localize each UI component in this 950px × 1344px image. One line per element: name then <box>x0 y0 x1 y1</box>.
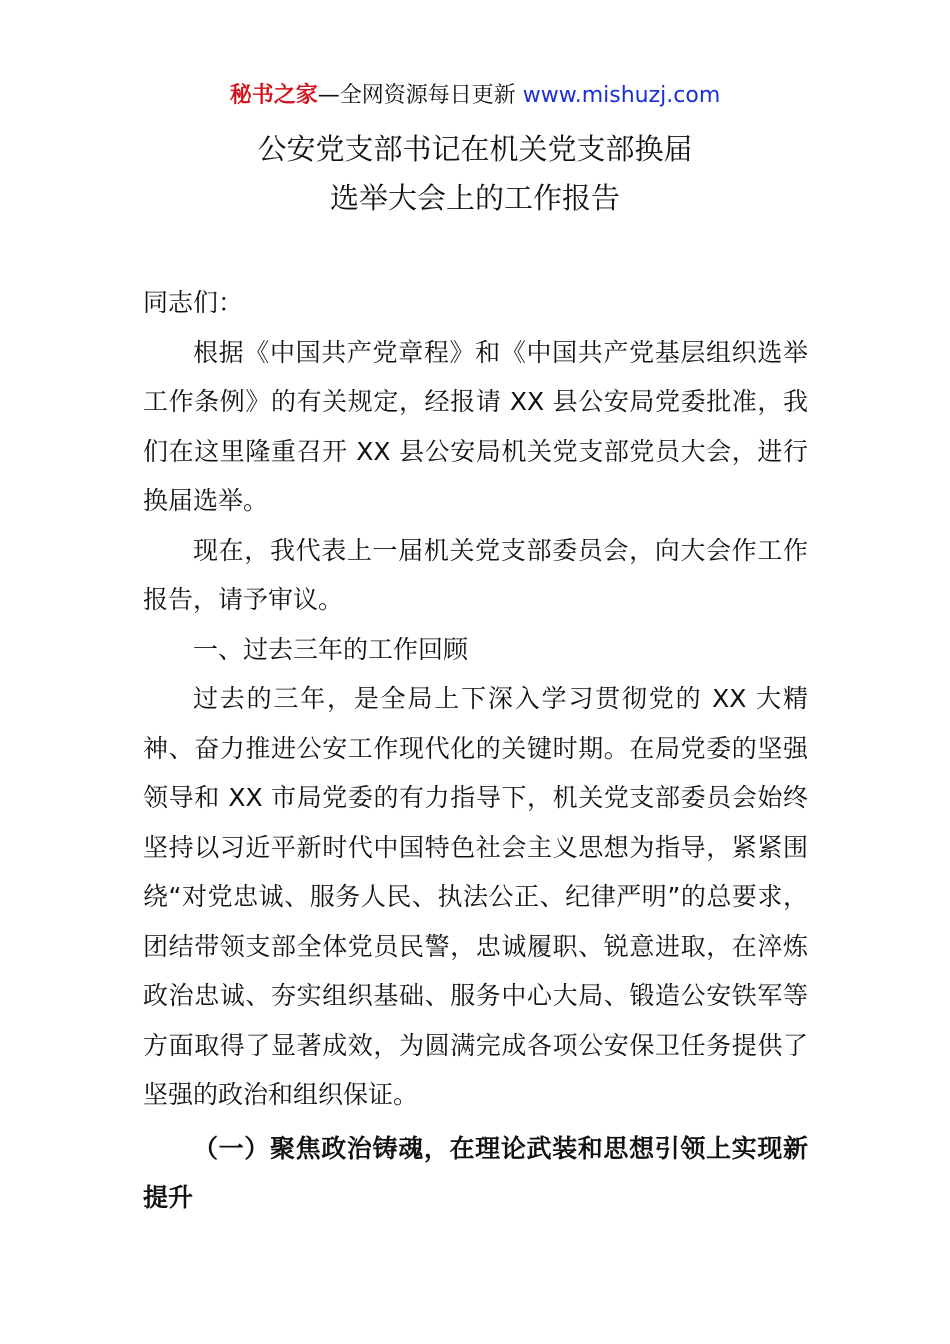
site-url-link[interactable]: www.mishuzj.com <box>522 83 721 108</box>
paragraph: 现在，我代表上一届机关党支部委员会，向大会作工作报告，请予审议。 <box>143 535 808 614</box>
paragraph: 根据《中国共产党章程》和《中国共产党基层组织选举工作条例》的有关规定，经报请 XX 县公安局党委批准，我们在这里隆重召开 XX 县公安局机关党支部党员大会，进行换届选举。 <box>143 337 808 515</box>
document-title-line-1: 公安党支部书记在机关党支部换届 <box>257 132 693 166</box>
paragraph: 过去的三年，是全局上下深入学习贯彻党的 XX 大精神、奋力推进公安工作现代化的关键时期。在局党委的坚强领导和 XX 市局党委的有力指导下，机关党支部委员会始终坚持以习近平新时代中国特色社会主义思想为指导，紧紧围绕“对党忠诚、服务人民、执法公正、纪律严明”的总要求，团结带领支部全体党员民警，忠诚履职、锐意进取，在淬炼政治忠诚、夯实组织基础、服务中心大局、锻造公安铁军等方面取得了显著成效，为圆满完成各项公安保卫任务提供了坚强的政治和组织保证。 <box>143 684 808 1109</box>
header-tagline: —全网资源每日更新 <box>317 83 523 108</box>
document-body <box>143 278 808 1223</box>
document-title-line-2: 选举大会上的工作报告 <box>329 181 620 215</box>
salutation: 同志们： <box>143 288 244 317</box>
subsection-heading: （一）聚焦政治铸魂，在理论武装和思想引领上实现新提升 <box>143 1133 808 1212</box>
site-header-banner <box>0 82 950 110</box>
brand-name: 秘书之家 <box>229 83 318 108</box>
section-heading: 一、过去三年的工作回顾 <box>193 634 469 664</box>
